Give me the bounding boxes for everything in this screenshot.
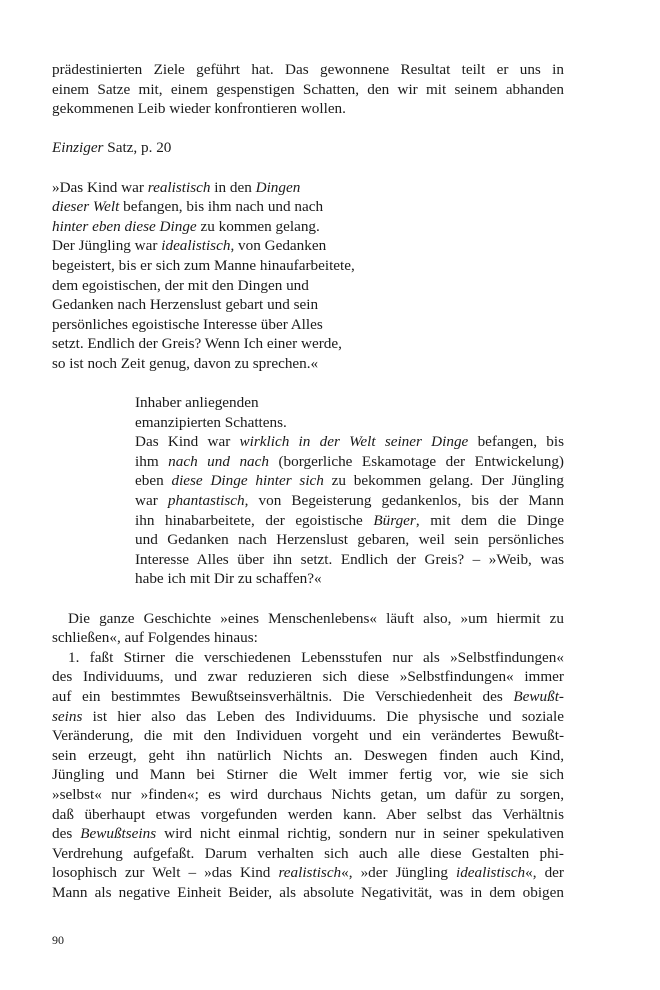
italic-text: phantastisch — [167, 492, 245, 510]
intro-paragraph — [52, 60, 564, 119]
italic-text: Dingen — [255, 178, 301, 196]
text-segment: emanzipierten Schattens. — [135, 413, 287, 431]
text-line — [52, 667, 564, 687]
text-line — [52, 276, 564, 296]
text-segment: Inhaber anliegenden — [135, 394, 259, 412]
text-line — [52, 746, 564, 766]
text-line — [52, 315, 564, 335]
page-number: 90 — [52, 933, 64, 947]
text-segment: in den — [210, 178, 256, 196]
text-line — [135, 569, 564, 589]
text-segment: schließen«, auf Folgendes hinaus: — [52, 629, 258, 647]
text-line — [52, 824, 564, 844]
text-segment: wird nicht einmal richtig, sondern nur in seiner spekulativen — [156, 825, 564, 843]
text-segment: Gedanken nach Herzenslust gebart und sein — [52, 296, 319, 314]
text-segment: losophisch zur Welt – »das Kind — [52, 864, 279, 882]
text-line — [135, 432, 564, 452]
text-segment: zu kommen gelang. — [196, 217, 320, 235]
text-line — [135, 511, 564, 531]
text-segment: ihn hinabarbeitete, der egoistische — [135, 511, 374, 529]
text-segment: , von Gedanken — [230, 237, 327, 255]
text-segment: und Gedanken nach Herzenslust gebaren, weil sein persönliches — [135, 531, 564, 549]
text-segment: Mann als negative Einheit Beider, als absolute Negativität, was in dem obigen — [52, 883, 564, 901]
italic-text: realistisch — [278, 864, 342, 882]
text-segment: »Das Kind war — [52, 178, 148, 196]
text-line — [52, 197, 564, 217]
text-line — [52, 785, 564, 805]
text-segment: so ist noch Zeit genug, davon zu sprechen.« — [52, 354, 319, 372]
text-line — [52, 609, 564, 629]
text-line — [52, 628, 564, 648]
text-line — [52, 236, 564, 256]
text-segment: (borgerliche Eskamotage der Entwickelung) — [268, 452, 564, 470]
text-segment: ihm — [135, 452, 169, 470]
text-segment: setzt. Endlich der Greis? Wenn Ich einer werde, — [52, 335, 342, 353]
text-segment: »selbst« nur »finden«; es wird durchaus Nichts getan, um dafür zu sorgen, — [52, 785, 564, 803]
text-line — [52, 805, 564, 825]
text-segment: des — [52, 825, 81, 843]
text-line — [52, 217, 564, 237]
text-line — [52, 648, 564, 668]
italic-text: wirklich in der Welt seiner Dinge — [239, 433, 469, 451]
italic-text: hinter eben diese Dinge — [52, 217, 197, 235]
text-segment: 1. faßt Stirner die verschiedenen Lebensstufen nur als »Selbstfindungen« — [68, 648, 564, 666]
text-segment: ist hier also das Leben des Individuums. Die physische und soziale — [82, 707, 564, 725]
text-line — [135, 413, 564, 433]
text-segment: des Individuums, und zwar reduzieren sich diese »Selbstfindungen« immer — [52, 668, 564, 686]
section-heading — [52, 138, 564, 158]
body-paragraphs — [52, 609, 564, 903]
text-segment: war — [135, 492, 168, 510]
text-line — [135, 491, 564, 511]
text-segment: daß überhaupt etwas vorgefunden werden kann. Aber selbst das Verhältnis — [52, 805, 564, 823]
text-segment: Die ganze Geschichte »eines Menschenlebens« läuft also, »um hiermit zu — [68, 609, 564, 627]
text-line — [135, 452, 564, 472]
text-segment: , von Begeisterung gedankenlos, bis der Mann — [244, 492, 564, 510]
text-line — [135, 550, 564, 570]
text-segment: Interesse Alles über ihn setzt. Endlich der Greis? – »Weib, was — [135, 550, 564, 568]
text-segment: «, »der Jüngling — [341, 864, 456, 882]
text-line — [52, 844, 564, 864]
text-line — [52, 726, 564, 746]
text-segment: befangen, bis ihm nach und nach — [119, 198, 324, 216]
text-line: gekommenen Leib wieder konfrontieren wollen. — [52, 100, 346, 118]
italic-text: Bewußtseins — [80, 825, 157, 843]
text-segment: zu bekommen gelang. Der Jüngling — [323, 472, 564, 490]
italic-text: idealistisch — [161, 237, 231, 255]
text-line — [52, 295, 564, 315]
text-line — [52, 178, 564, 198]
text-segment: eben — [135, 472, 172, 490]
italic-text: dieser Welt — [52, 198, 120, 216]
text-line — [52, 354, 564, 374]
italic-text: nach und nach — [168, 452, 269, 470]
italic-text: idealistisch — [455, 864, 526, 882]
italic-text: realistisch — [147, 178, 211, 196]
text-line — [135, 471, 564, 491]
page-text — [52, 60, 564, 903]
text-segment: persönliches egoistische Interesse über Alles — [52, 315, 323, 333]
text-line — [135, 393, 564, 413]
text-segment: Veränderung, die mit den Individuen vorgeht und ein verändertes Bewußt- — [52, 727, 564, 745]
stirner-quote — [52, 178, 564, 374]
text-segment: auf ein bestimmtes Bewußtseinsverhältnis. Die Verschiedenheit des — [52, 688, 514, 705]
text-line — [52, 765, 564, 785]
heading-italic: Einziger — [52, 139, 104, 157]
italic-text: seins — [52, 707, 83, 725]
text-segment: habe ich mit Dir zu schaffen?« — [135, 570, 322, 588]
text-segment: befangen, bis — [468, 433, 564, 451]
text-segment: Der Jüngling war — [52, 237, 162, 255]
text-line: prädestinierten Ziele geführt hat. Das gewonnene Resultat teilt er uns in — [52, 61, 564, 78]
text-segment: Jüngling und Mann bei Stirner die Welt immer fertig vor, wie sie sich — [52, 766, 564, 784]
heading-rest: Satz, p. 20 — [103, 139, 172, 157]
text-line — [52, 256, 564, 276]
text-segment: «, der — [525, 864, 564, 882]
text-segment: Verdrehung aufgefaßt. Darum verhalten sich auch alle diese Gestalten phi- — [52, 844, 564, 862]
text-segment: sein erzeugt, geht ihn natürlich Nichts an. Deswegen finden auch Kind, — [52, 746, 564, 764]
text-segment: , mit dem die Dinge — [415, 511, 564, 529]
italic-text: Bewußt- — [513, 688, 564, 705]
text-segment: Das Kind war — [135, 433, 240, 451]
text-line — [52, 863, 564, 883]
response-quote — [135, 393, 564, 589]
text-line — [52, 707, 564, 727]
text-segment: dem egoistischen, der mit den Dingen und — [52, 276, 309, 294]
text-line — [52, 687, 564, 707]
text-line — [135, 530, 564, 550]
text-segment: begeistert, bis er sich zum Manne hinaufarbeitete, — [52, 256, 355, 274]
text-line — [52, 883, 564, 903]
italic-text: Bürger — [373, 511, 416, 529]
text-line: einem Satze mit, einem gespenstigen Schatten, den wir mit seinem abhanden — [52, 80, 564, 98]
italic-text: diese Dinge hinter sich — [171, 472, 324, 490]
text-line — [52, 334, 564, 354]
